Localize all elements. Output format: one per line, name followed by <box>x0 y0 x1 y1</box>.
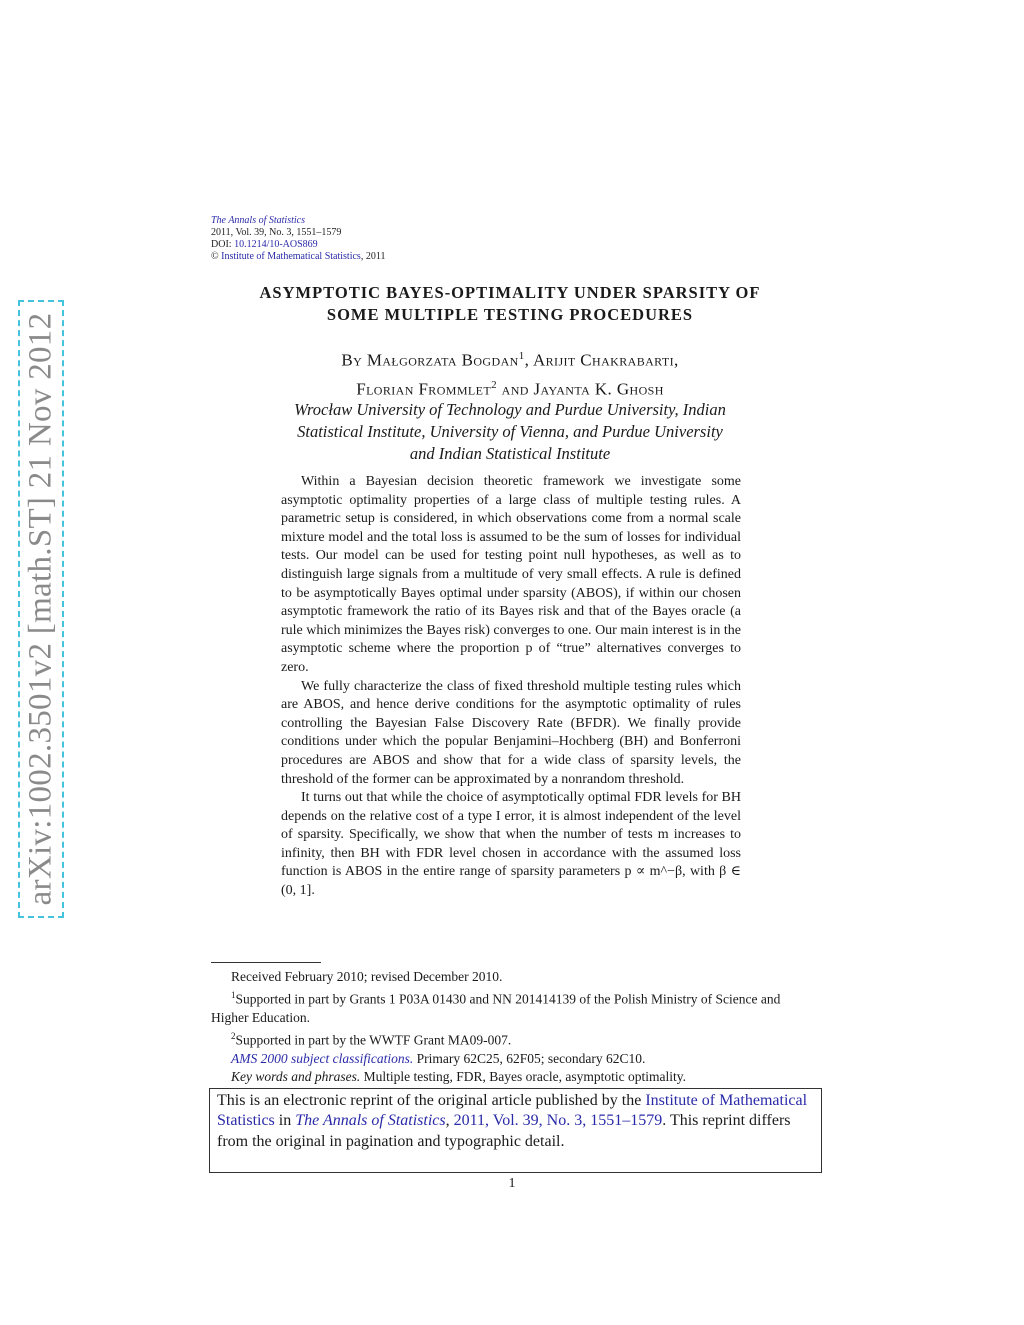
title-line-2: SOME MULTIPLE TESTING PROCEDURES <box>326 305 694 324</box>
footnote-2-mark: 2 <box>231 1031 236 1042</box>
page-number: 1 <box>508 1176 516 1191</box>
footnote-2: Supported in part by the WWTF Grant MA09-007. <box>235 1032 512 1048</box>
doi-label: DOI: <box>211 239 232 250</box>
author-bogdan: Małgorzata Bogdan <box>366 350 519 370</box>
footnote-mark-2: 2 <box>491 378 498 391</box>
by-label: By <box>341 350 367 370</box>
footnote-mark-1: 1 <box>518 350 525 362</box>
reprint-text-3: , <box>445 1112 450 1130</box>
ams-classification-link[interactable]: AMS 2000 subject classifications. <box>231 1051 414 1067</box>
footnotes <box>211 968 811 1087</box>
title-line-1: ASYMPTOTIC BAYES-OPTIMALITY UNDER SPARSITY OF <box>259 283 761 302</box>
footnote-1-mark: 1 <box>231 990 236 1001</box>
abstract-paragraph-2: We fully characterize the class of fixed threshold multiple testing rules which are ABOS, and hence derive conditions for the asymptotic optimality of rules controlling the Bayesian False Discovery Rate (BFDR). We finally provide conditions under which the popular Benjamini–Hochberg (BH) and Bonferroni procedures are ABOS and show that for a wide class of sparsity levels, the threshold of the former can be approximated by a nonrandom threshold. <box>281 678 741 787</box>
journal-volume: 2011, Vol. 39, No. 3, 1551–1579 <box>211 227 342 238</box>
abstract-paragraph-1: Within a Bayesian decision theoretic framework we investigate some asymptotic optimality properties of a large class of multiple testing rules. A parametric setup is considered, in which observations come from a normal scale mixture model and the total loss is assumed to be the sum of losses for individual tests. Our model can be used for testing point null hypotheses, as well as to distinguish large signals from a multitude of very small effects. A rule is defined to be asymptotically Bayes optimal under sparsity (ABOS), if within our chosen asymptotic framework the ratio of its Bayes risk and that of the Bayes oracle (a rule which minimizes the Bayes risk) converges to one. Our main interest is in the asymptotic scheme where the proportion p of “true” alternatives converges to zero. <box>281 474 741 675</box>
footnote-1: Supported in part by Grants 1 P03A 01430 and NN 201414139 of the Polish Ministry of Science and Higher Education. <box>211 991 781 1026</box>
abstract <box>281 473 741 901</box>
journal-info <box>211 215 385 263</box>
footnote-rule <box>211 962 321 963</box>
reprint-text-1: This is an electronic reprint of the original article published by the <box>217 1092 642 1109</box>
author-list <box>200 344 820 401</box>
arxiv-identifier: arXiv:1002.3501v2 [math.ST] 21 Nov 2012 <box>22 312 59 906</box>
author-chakrabarti: , Arijit Chakrabarti, <box>524 350 679 370</box>
volume-link[interactable]: 2011, Vol. 39, No. 3, 1551–1579 <box>453 1112 663 1130</box>
affiliation-line-2: Statistical Institute, University of Vienna, and Purdue University <box>297 422 723 441</box>
copyright-year: , 2011 <box>360 251 386 262</box>
reprint-text-2: in <box>274 1112 296 1130</box>
received-dates: Received February 2010; revised December 2010. <box>231 969 503 984</box>
keywords: Multiple testing, FDR, Bayes oracle, asymptotic optimality. <box>360 1069 686 1085</box>
keywords-label: Key words and phrases. <box>231 1069 361 1085</box>
affiliation-line-3: and Indian Statistical Institute <box>409 444 611 463</box>
ims-link[interactable]: Institute of Mathematical Statistics <box>217 1092 808 1130</box>
author-ghosh: and Jayanta K. Ghosh <box>497 379 664 399</box>
arxiv-stamp <box>18 300 64 918</box>
publisher-link[interactable]: Institute of Mathematical Statistics <box>221 251 361 262</box>
ams-classification: Primary 62C25, 62F05; secondary 62C10. <box>413 1051 646 1067</box>
reprint-notice <box>209 1088 822 1173</box>
affiliations <box>200 399 820 465</box>
doi-link[interactable]: 10.1214/10-AOS869 <box>234 239 318 250</box>
reprint-text-4: . This reprint differs from the original in pagination and typographic detail. <box>217 1112 791 1150</box>
annals-link[interactable]: The Annals of Statistics <box>295 1112 446 1130</box>
affiliation-line-1: Wrocław University of Technology and Purdue University, Indian <box>294 400 726 419</box>
abstract-paragraph-3: It turns out that while the choice of asymptotically optimal FDR levels for BH depends on the relative cost of a type I error, it is almost independent of the level of sparsity. Specifically, we show that when the number of tests m increases to infinity, then BH with FDR level chosen in accordance with the assumed loss function is ABOS in the entire range of sparsity parameters p ∝ m^−β, with β ∈ (0, 1]. <box>281 790 741 899</box>
copyright-icon: © <box>211 251 219 262</box>
journal-name-link[interactable]: The Annals of Statistics <box>211 215 305 226</box>
paper-title <box>200 282 820 326</box>
author-frommlet: Florian Frommlet <box>356 379 492 399</box>
